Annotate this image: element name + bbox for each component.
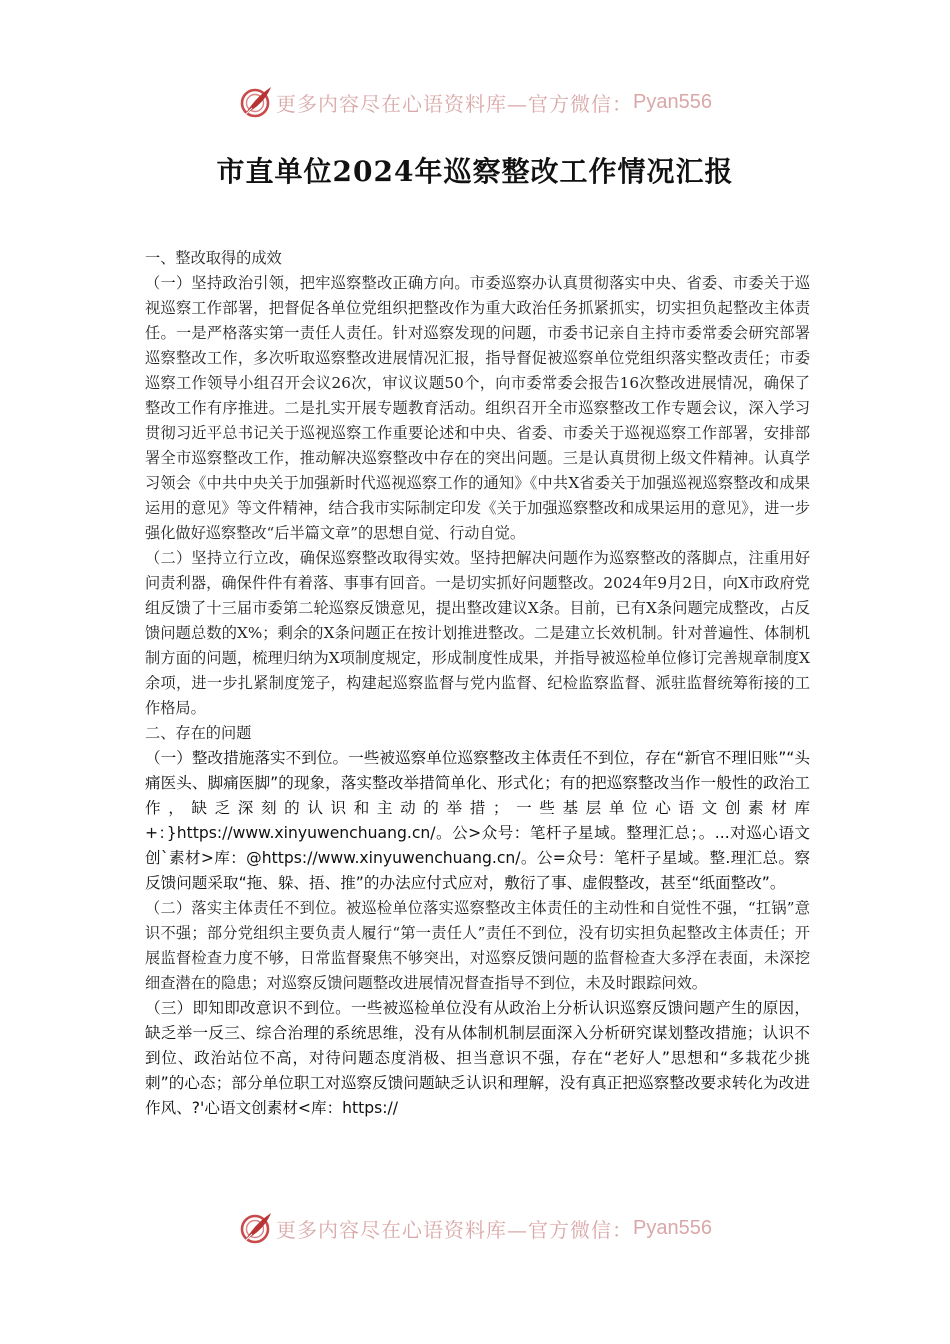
paragraph-responsibility-not-fulfilled: （二）落实主体责任不到位。被巡检单位落实巡察整改主体责任的主动性和自觉性不强，“扛锅”意识不强；部分党组织主要负责人履行“第一责任人”责任不到位，没有切实担负起整改主体责任；开展监督检查力度不够，日常监督聚焦不够突出，对巡察反馈问题的监督检查大多浮在表面，未深挖细查潜在的隐患；对巡察反馈问题整改进展情况督查指导不到位，未及时跟踪问效。 [145,899,810,992]
paragraph-awareness-lacking: （三）即知即改意识不到位。一些被巡检单位没有从政治上分析认识巡察反馈问题产生的原因，缺乏举一反三、综合治理的系统思维，没有从体制机制层面深入分析研究谋划整改措施；认识不到位、政治站位不高，对待问题态度消极、担当意识不强，存在“老好人”思想和“多栽花少挑刺”的心态；部分单位职工对巡察反馈问题缺乏认识和理解，没有真正把巡察整改要求转化为改进作风、?'心语文创素材<库：https:// [145,999,810,1117]
watermark-banner-top [0,82,950,122]
section-heading-problems: 二、存在的问题 [145,724,252,742]
paragraph-measures-not-implemented: （一）整改措施落实不到位。一些被巡察单位巡察整改主体责任不到位，存在“新官不理旧账”“头痛医头、脚痛医脚”的现象，落实整改举措简单化、形式化；有的把巡察整改当作一般性的政治工作，缺乏深刻的认识和主动的举措；一些基层单位心语文创素材库+：}https://www.xinyuwenchuang.cn/。公>众号：笔杆子星域。整理汇总；。...对巡心语文创`素材>库：@https://www.xinyuwenchuang.cn/。公=众号：笔杆子星域。整.理汇总。察反馈问题采取“拖、躲、捂、推”的办法应付式应对，敷衍了事、虚假整改，甚至“纸面整改”。 [145,749,810,892]
watermark-wechat-id: Pyan556 [633,1216,712,1239]
document-title: 市直单位2024年巡察整改工作情况汇报 [216,155,734,188]
watermark-text: 更多内容尽在心语资料库—官方微信： [276,1217,634,1242]
section-heading-achievements: 一、整改取得的成效 [145,249,282,267]
watermark-wechat-id: Pyan556 [633,90,712,113]
paragraph-political-guidance: （一）坚持政治引领，把牢巡察整改正确方向。市委巡察办认真贯彻落实中央、省委、市委关于巡视巡察工作部署，把督促各单位党组织把整改作为重大政治任务抓紧抓实，切实担负起整改主体责任。一是严格落实第一责任人责任。针对巡察发现的问题，市委书记亲自主持市委常委会研究部署巡察整改工作，多次听取巡察整改进展情况汇报，指导督促被巡察单位党组织落实整改责任；市委巡察工作领导小组召开会议26次，审议议题50个，向市委常委会报告16次整改进展情况，确保了整改工作有序推进。二是扎实开展专题教育活动。组织召开全市巡察整改工作专题会议，深入学习贯彻习近平总书记关于巡视巡察工作重要论述和中央、省委、市委关于巡视巡察工作部署，安排部署全市巡察整改工作，推动解决巡察整改中存在的突出问题。三是认真贯彻上级文件精神。认真学习领会《中共中央关于加强新时代巡视巡察工作的通知》《中共X省委关于加强巡视巡察整改和成果运用的意见》等文件精神，结合我市实际制定印发《关于加强巡察整改和成果运用的意见》，进一步强化做好巡察整改“后半篇文章”的思想自觉、行动自觉。 [145,274,810,542]
quill-logo-icon [238,84,274,120]
watermark-banner-bottom [0,1208,950,1248]
quill-logo-icon [238,1210,274,1246]
document-body [145,246,810,1121]
paragraph-immediate-rectification: （二）坚持立行立改，确保巡察整改取得实效。坚持把解决问题作为巡察整改的落脚点，注重用好问责利器，确保件件有着落、事事有回音。一是切实抓好问题整改。2024年9月2日，向X市政府党组反馈了十三届市委第二轮巡察反馈意见，提出整改建议X条。目前，已有X条问题完成整改，占反馈问题总数的X%；剩余的X条问题正在按计划推进整改。二是建立长效机制。针对普遍性、体制机制方面的问题，梳理归纳为X项制度规定，形成制度性成果，并指导被巡检单位修订完善规章制度X余项，进一步扎紧制度笼子，构建起巡察监督与党内监督、纪检监察监督、派驻监督统筹衔接的工作格局。 [145,549,810,717]
watermark-text: 更多内容尽在心语资料库—官方微信： [276,91,634,116]
